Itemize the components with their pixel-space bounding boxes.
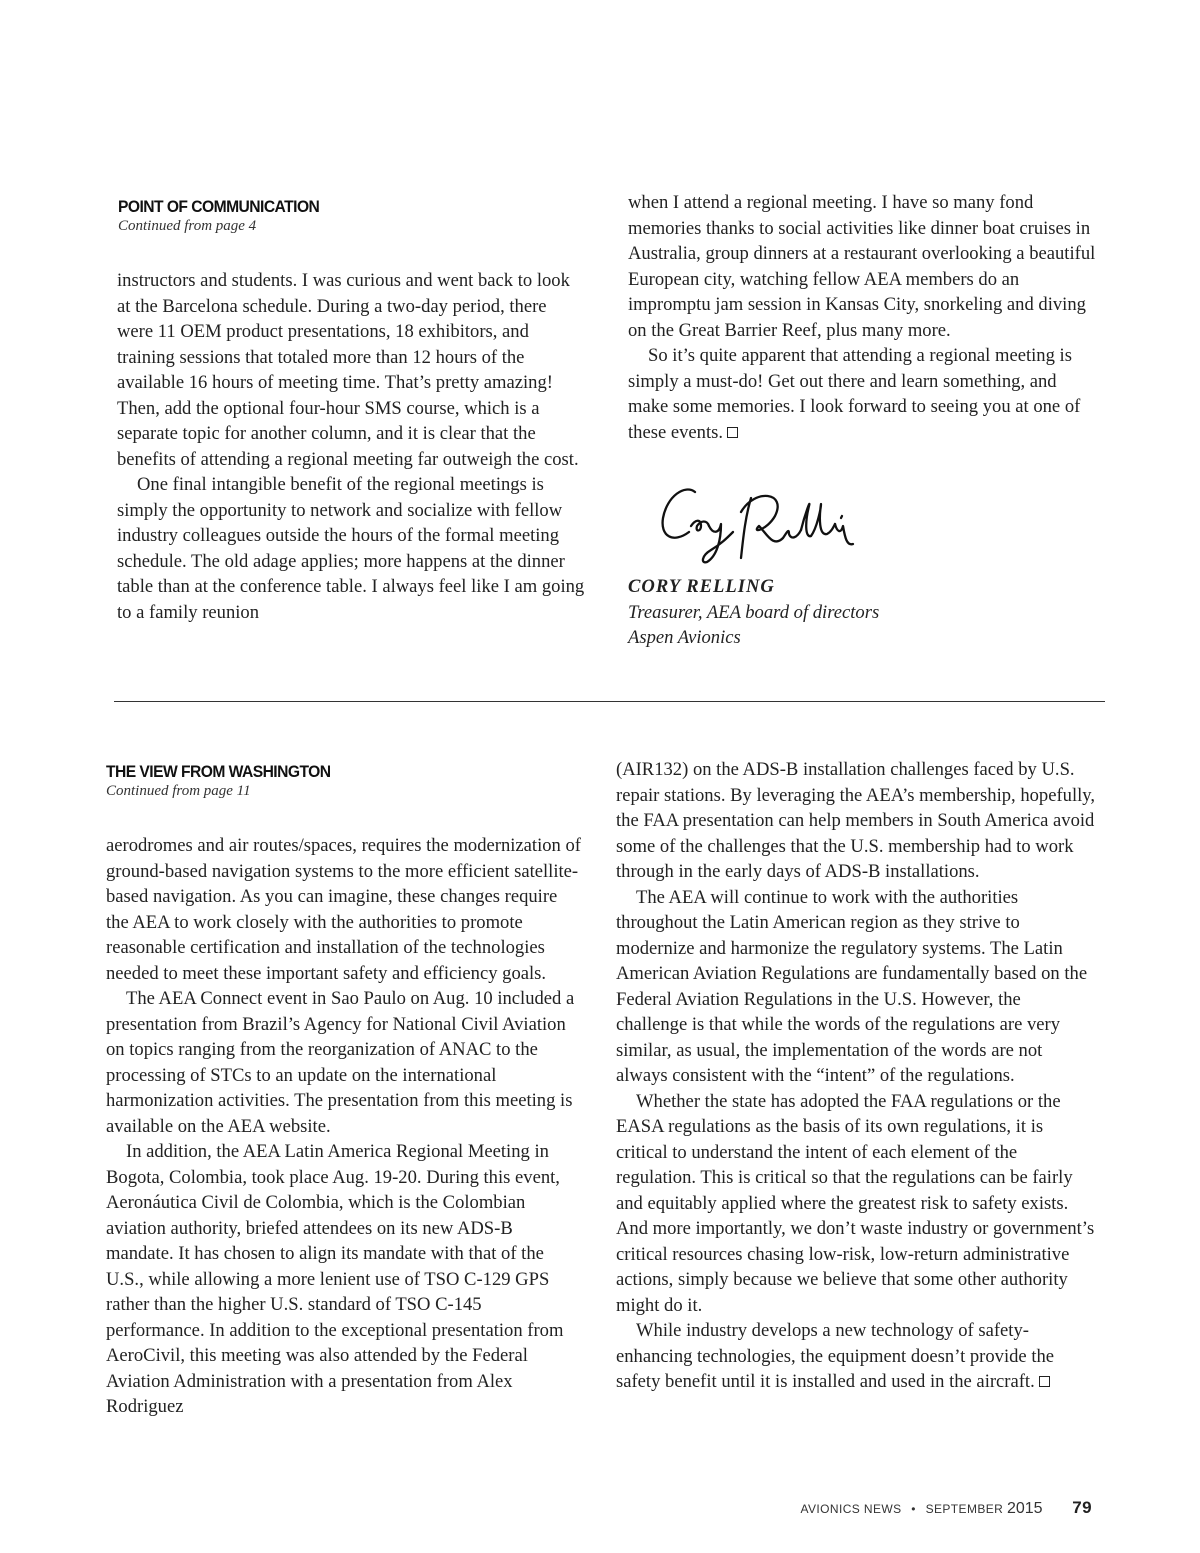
paragraph: (AIR132) on the ADS-B installation challenges faced by U.S. repair stations. By leveraging the AEA’s membership, hopefully, the FAA presentation can help members in South America avoid some of the challenges that the U.S. membership had to work through in the early days of ADS-B installations. bbox=[616, 759, 1096, 882]
article-column-right bbox=[628, 190, 1098, 445]
paragraph: One final intangible benefit of the regional meetings is simply the opportunity to network and socialize with fellow industry colleagues outside the hours of the formal meeting schedule. The old adage applies; more happens at the dinner table than at the conference table. I always feel like I am going to a family reunion bbox=[117, 474, 585, 623]
section-heading-point-of-communication: POINT OF COMMUNICATION bbox=[118, 197, 320, 216]
paragraph: The AEA Connect event in Sao Paulo on Aug. 10 included a presentation from Brazil’s Agency for National Civil Aviation on topics ranging from the reorganization of ANAC to the processing of STCs to an update on the international harmonization activities. The presentation from this meeting is available on the AEA website. bbox=[106, 988, 575, 1137]
issue-month: SEPTEMBER bbox=[925, 1502, 1004, 1516]
paragraph-text: So it’s quite apparent that attending a regional meeting is simply a must-do! Get out there and learn something, and make some memories. I look forward to seeing you at one of these events. bbox=[628, 345, 1081, 443]
author-title: Treasurer, AEA board of directors bbox=[628, 601, 880, 623]
end-mark-icon bbox=[727, 427, 738, 438]
end-mark-icon bbox=[1039, 1376, 1050, 1387]
signature-image bbox=[655, 478, 865, 570]
paragraph bbox=[628, 343, 1098, 445]
author-block bbox=[628, 574, 1098, 651]
paragraph: instructors and students. I was curious and went back to look at the Barcelona schedule. During a two-day period, there were 11 OEM product presentations, 18 exhibitors, and training sessions that totaled more than 12 hours of the available 16 hours of meeting time. That’s pretty amazing! Then, add the optional four-hour SMS course, which is a separate topic for another column, and it is clear that the benefits of attending a regional meeting far outweigh the cost. bbox=[117, 270, 579, 470]
paragraph: The AEA will continue to work with the authorities throughout the Latin American region as they strive to modernize and harmonize the regulatory systems. The Latin American Aviation Regulations are fundamentally based on the Federal Aviation Regulations in the U.S. However, the challenge is that while the words of the regulations are very similar, as usual, the implementation of the words are not always consistent with the “intent” of the regulations. bbox=[616, 886, 1088, 1086]
article-column-left bbox=[117, 268, 587, 625]
author-name: CORY RELLING bbox=[628, 576, 775, 597]
paragraph: In addition, the AEA Latin America Regional Meeting in Bogota, Colombia, took place Aug. 19-20. During this event, Aeronáutica Civil de Colombia, which is the Colombian aviation authority, briefed attendees on its new ADS-B mandate. It has chosen to align its mandate with that of the U.S., while allowing a more lenient use of TSO C-129 GPS rather than the higher U.S. standard of TSO C-145 performance. In addition to the exceptional presentation from AeroCivil, this meeting was also attended by the Federal Aviation Administration with a presentation from Alex Rodriguez bbox=[106, 1141, 564, 1417]
continued-from-note: Continued from page 11 bbox=[106, 783, 251, 799]
page-number: 79 bbox=[1072, 1498, 1092, 1517]
paragraph-text: While industry develops a new technology of safety-enhancing technologies, the equipment doesn’t provide the safety benefit until it is installed and used in the aircraft. bbox=[616, 1320, 1055, 1392]
continued-from-note: Continued from page 4 bbox=[118, 218, 257, 234]
paragraph: aerodromes and air routes/spaces, requires the modernization of ground-based navigation systems to the more efficient satellite-based navigation. As you can imagine, these changes require the AEA to work closely with the authorities to promote reasonable certification and installation of the technologies needed to meet these important safety and efficiency goals. bbox=[106, 835, 581, 984]
issue-year: 2015 bbox=[1006, 1500, 1043, 1517]
paragraph: when I attend a regional meeting. I have so many fond memories thanks to social activities like dinner boat cruises in Australia, group dinners at a restaurant overlooking a beautiful European city, watching fellow AEA members do an impromptu jam session in Kansas City, snorkeling and diving on the Great Barrier Reef, plus many more. bbox=[628, 192, 1096, 341]
article-column-right bbox=[616, 757, 1096, 1395]
page-footer bbox=[801, 1498, 1092, 1518]
section-divider bbox=[114, 701, 1105, 702]
article-column-left bbox=[106, 833, 583, 1420]
paragraph bbox=[616, 1318, 1096, 1395]
author-company: Aspen Avionics bbox=[628, 627, 741, 648]
publication-name: AVIONICS NEWS bbox=[800, 1502, 902, 1516]
separator-bullet: • bbox=[911, 1502, 916, 1516]
section-heading-view-from-washington: THE VIEW FROM WASHINGTON bbox=[106, 762, 331, 781]
paragraph: Whether the state has adopted the FAA regulations or the EASA regulations as the basis of its own regulations, it is critical to understand the intent of each element of the regulation. This is critical so that the regulations can be fairly and equitably applied where the greatest risk to safety exists. And more importantly, we don’t waste industry or government’s critical resources chasing low-risk, low-return administrative actions, simply because we believe that some other authority might do it. bbox=[616, 1090, 1095, 1316]
